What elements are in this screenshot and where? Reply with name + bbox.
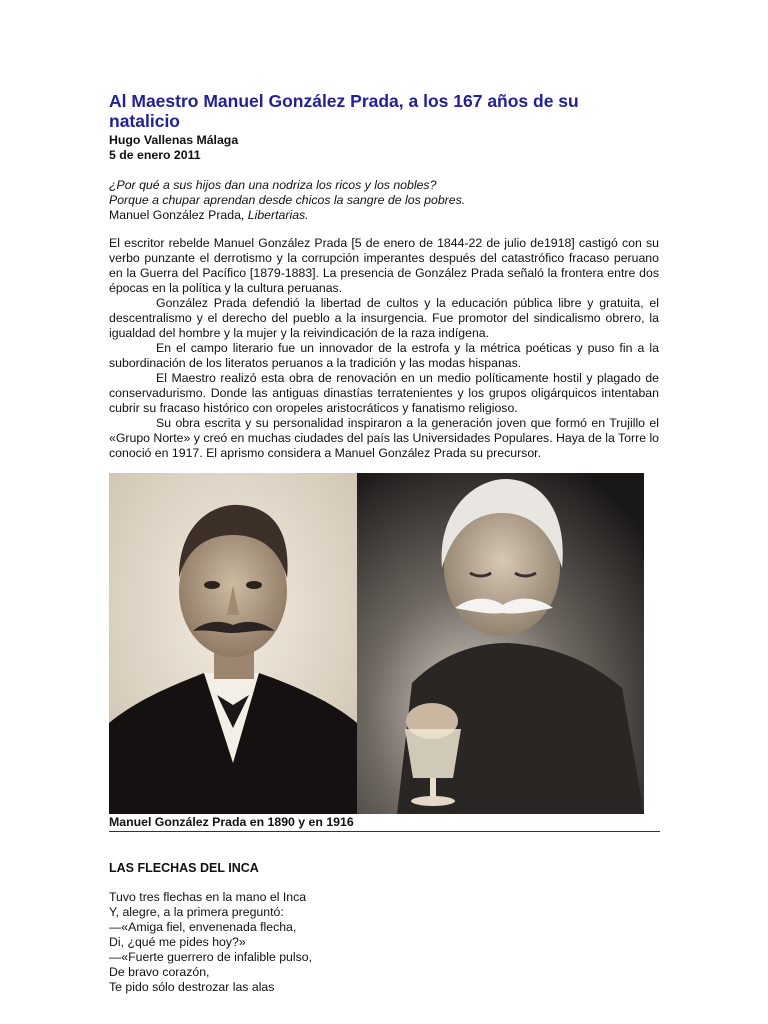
publish-date: 5 de enero 2011 <box>109 148 201 162</box>
body-paragraph: Su obra escrita y su personalidad inspiraron a la generación joven que formó en Trujillo el «Grupo Norte» y creó en muchas ciudades del país las Universidades Populares. Haya de la Torre lo conoció en 1917. El aprismo considera a Manuel González Prada su precursor. <box>109 416 660 460</box>
caption-divider <box>109 831 660 832</box>
poem-body <box>109 890 312 995</box>
article-title: Al Maestro Manuel González Prada, a los 167 años de su natalicio <box>109 91 579 131</box>
portrait-1916-image <box>357 473 644 814</box>
poem-line: De bravo corazón, <box>109 965 210 979</box>
poem-title: LAS FLECHAS DEL INCA <box>109 861 259 875</box>
portrait-photo-1890 <box>109 473 357 814</box>
epigraph-attribution <box>109 208 465 223</box>
body-paragraph: En el campo literario fue un innovador de la estrofa y la métrica poéticas y puso fin a la subordinación de los literatos peruanos a la tradición y las modas hispanas. <box>109 341 659 370</box>
poem-line: —«Fuerte guerrero de infalible pulso, <box>109 950 313 964</box>
portrait-1890-image <box>109 473 357 814</box>
body-paragraph: González Prada defendió la libertad de cultos y la educación pública libre y gratuita, el descentralismo y el derecho del pueblo a la insurgencia. Fue promotor del sindicalismo obrero, la igualdad del hombre y la mujer y la reivindicación de la raza indígena. <box>109 296 659 340</box>
epigraph-line: Porque a chupar aprendan desde chicos la sangre de los pobres. <box>109 193 466 207</box>
epigraph-line: ¿Por qué a sus hijos dan una nodriza los ricos y los nobles? <box>109 178 437 192</box>
portrait-photo-1916 <box>357 473 644 814</box>
body-paragraph: El escritor rebelde Manuel González Prada [5 de enero de 1844-22 de julio de1918] castigó con su verbo punzante el derrotismo y la corrupción imperantes después del catastrófico fracaso peruano en la Guerra del Pacífico [1879-1883]. La presencia de González Prada señaló la frontera entre dos épocas en la política y la cultura peruanas. <box>109 236 659 295</box>
poem-line: Y, alegre, a la primera preguntó: <box>109 905 284 919</box>
article-body <box>109 236 659 461</box>
author-name: Hugo Vallenas Málaga <box>109 133 239 147</box>
figure-caption: Manuel González Prada en 1890 y en 1916 <box>109 815 354 829</box>
epigraph <box>109 178 465 223</box>
poem-line: —«Amiga fiel, envenenada flecha, <box>109 920 297 934</box>
poem-line: Tuvo tres flechas en la mano el Inca <box>109 890 307 904</box>
attribution-work: Libertarias. <box>247 208 309 222</box>
poem-line: Te pido sólo destrozar las alas <box>109 980 275 994</box>
article-meta <box>109 133 238 163</box>
poem-line: Di, ¿qué me pides hoy?» <box>109 935 246 949</box>
attribution-author: Manuel González Prada, <box>109 208 248 222</box>
body-paragraph: El Maestro realizó esta obra de renovación en un medio políticamente hostil y plagado de conservadurismo. Donde las antiguas dinastías terratenientes y los grupos oligárquicos intentaban cubrir su fracaso histórico con oropeles aristocráticos y fanatismo religioso. <box>109 371 659 415</box>
